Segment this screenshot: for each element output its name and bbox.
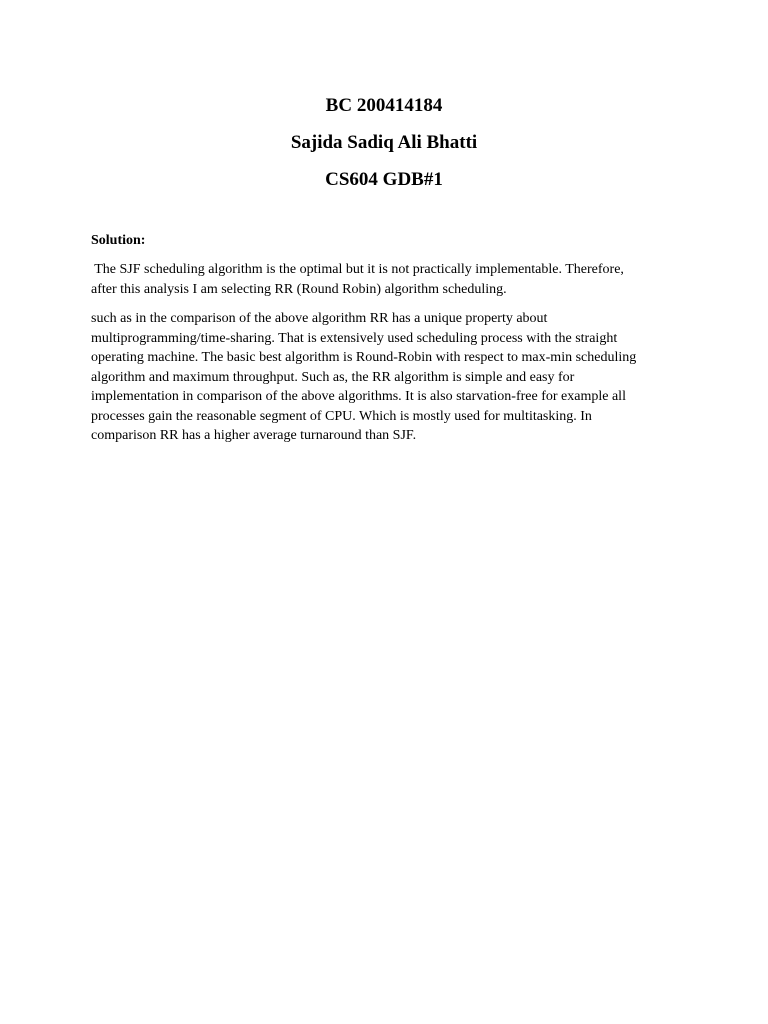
- solution-label: Solution:: [91, 233, 146, 248]
- paragraph-line: after this analysis I am selecting RR (Round Robin) algorithm scheduling.: [91, 281, 507, 297]
- paragraph-line: multiprogramming/time-sharing. That is extensively used scheduling process with the straight: [91, 330, 618, 346]
- paragraph-analysis: [91, 309, 691, 446]
- paragraph-line: operating machine. The basic best algorithm is Round-Robin with respect to max-min scheduling: [91, 350, 637, 365]
- student-id-heading: BC 200414184: [325, 95, 443, 116]
- paragraph-line: processes gain the reasonable segment of CPU. Which is mostly used for multitasking. In: [91, 408, 592, 424]
- paragraph-line: comparison RR has a higher average turnaround than SJF.: [91, 428, 417, 443]
- course-title-heading: CS604 GDB#1: [325, 169, 443, 190]
- student-name-heading: Sajida Sadiq Ali Bhatti: [290, 132, 478, 153]
- paragraph-line: implementation in comparison of the above algorithms. It is also starvation-free for example all: [91, 389, 626, 404]
- paragraph-intro: [91, 260, 691, 299]
- paragraph-line: such as in the comparison of the above algorithm RR has a unique property about: [91, 311, 548, 326]
- paragraph-line: algorithm and maximum throughput. Such as, the RR algorithm is simple and easy for: [91, 369, 575, 385]
- paragraph-line: The SJF scheduling algorithm is the optimal but it is not practically implementable. Therefore,: [91, 262, 624, 277]
